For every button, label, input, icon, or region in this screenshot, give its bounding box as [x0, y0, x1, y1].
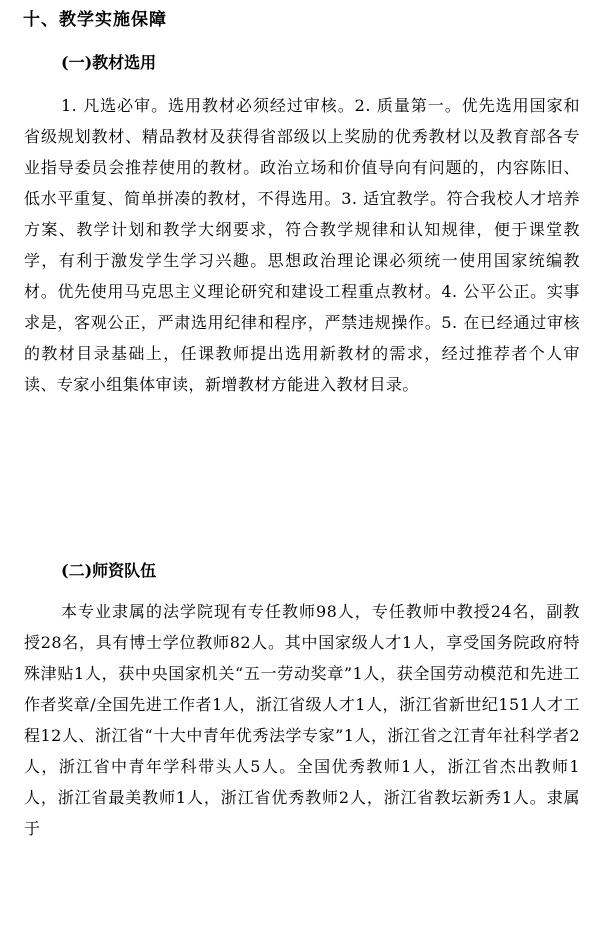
- textbooks-subheading: (一)教材选用: [61, 53, 157, 72]
- faculty-paragraph: 本专业隶属的法学院现有专任教师98人，专任教师中教授24名，副教授28名，具有博士学位教师82人。其中国家级人才1人，享受国务院政府特殊津贴1人，获中央国家机关“五一劳动奖章”1人，获全国劳动模范和先进工作者奖章/全国先进工作者1人，浙江省级人才1人，浙江省新世纪151人才工程12人、浙江省“十大中青年优秀法学专家”1人，浙江省之江青年社科学者2人，浙江省中青年学科带头人5人。全国优秀教师1人，浙江省杰出教师1人，浙江省最美教师1人，浙江省优秀教师2人，浙江省教坛新秀1人。隶属于: [24, 602, 580, 838]
- faculty-subheading: (二)师资队伍: [61, 561, 157, 580]
- textbooks-paragraph: 1. 凡选必审。选用教材必须经过审核。2. 质量第一。优先选用国家和省级规划教材、精品教材及获得省部级以上奖励的优秀教材以及教育部各专业指导委员会推荐使用的教材。政治立场和价值导向有问题的，内容陈旧、低水平重复、简单拼凑的教材，不得选用。3. 适宜教学。符合我校人才培养方案、教学计划和教学大纲要求，符合教学规律和认知规律，便于课堂教学，有利于激发学生学习兴趣。思想政治理论课必须统一使用国家统编教材。优先使用马克思主义理论研究和建设工程重点教材。4. 公平公正。实事求是，客观公正，严肃选用纪律和程序，严禁违规操作。5. 在已经通过审核的教材目录基础上，任课教师提出选用新教材的需求，经过推荐者个人审读、专家小组集体审读，新增教材方能进入教材目录。: [24, 96, 580, 394]
- section-heading: 十、教学实施保障: [23, 10, 167, 30]
